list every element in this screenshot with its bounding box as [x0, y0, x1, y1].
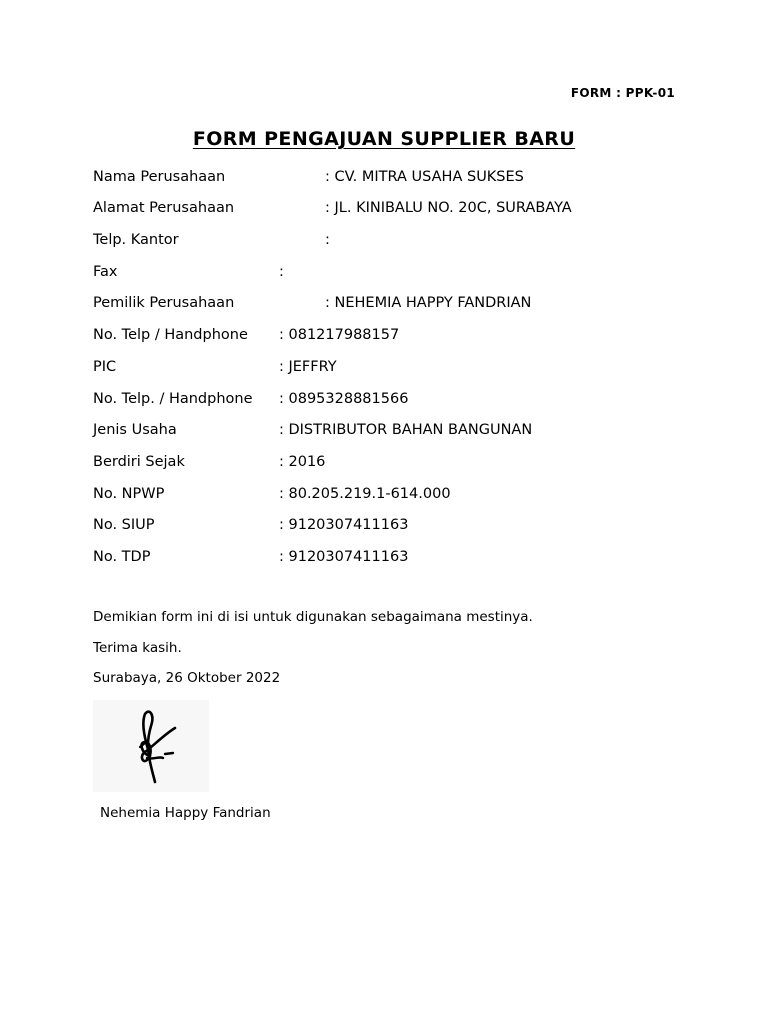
field-label: Berdiri Sejak: [93, 454, 185, 470]
field-label: PIC: [93, 359, 117, 375]
field-value: : JEFFRY: [279, 359, 337, 375]
signature-image: [93, 700, 209, 792]
field-value: : 2016: [279, 454, 326, 470]
field-label: No. SIUP: [93, 517, 155, 533]
field-value: :: [325, 232, 330, 248]
field-value: : 80.205.219.1-614.000: [279, 486, 451, 502]
field-label: Alamat Perusahaan: [93, 200, 235, 216]
field-label: No. Telp. / Handphone: [93, 391, 253, 407]
closing-statement: Demikian form ini di isi untuk digunakan sebagaimana mestinya.: [93, 609, 533, 625]
field-label: No. Telp / Handphone: [93, 327, 248, 343]
field-value: :: [279, 264, 284, 280]
field-value: : NEHEMIA HAPPY FANDRIAN: [325, 295, 532, 311]
field-label: Pemilik Perusahaan: [93, 295, 235, 311]
thanks-text: Terima kasih.: [93, 640, 182, 656]
field-value: : JL. KINIBALU NO. 20C, SURABAYA: [325, 200, 572, 216]
field-label: Telp. Kantor: [93, 232, 179, 248]
field-value: : 9120307411163: [279, 549, 409, 565]
field-value: : 0895328881566: [279, 391, 409, 407]
form-code: FORM : PPK-01: [570, 86, 675, 100]
signature-scribble: [93, 700, 209, 792]
signer-name: Nehemia Happy Fandrian: [100, 805, 271, 821]
field-value: : CV. MITRA USAHA SUKSES: [325, 169, 524, 185]
field-label: No. TDP: [93, 549, 151, 565]
field-value: : 9120307411163: [279, 517, 409, 533]
field-label: Nama Perusahaan: [93, 169, 226, 185]
document-title: FORM PENGAJUAN SUPPLIER BARU: [192, 128, 576, 150]
field-value: : 081217988157: [279, 327, 400, 343]
field-label: Fax: [93, 264, 118, 280]
field-label: Jenis Usaha: [93, 422, 177, 438]
place-date: Surabaya, 26 Oktober 2022: [93, 670, 281, 686]
field-label: No. NPWP: [93, 486, 165, 502]
field-value: : DISTRIBUTOR BAHAN BANGUNAN: [279, 422, 533, 438]
